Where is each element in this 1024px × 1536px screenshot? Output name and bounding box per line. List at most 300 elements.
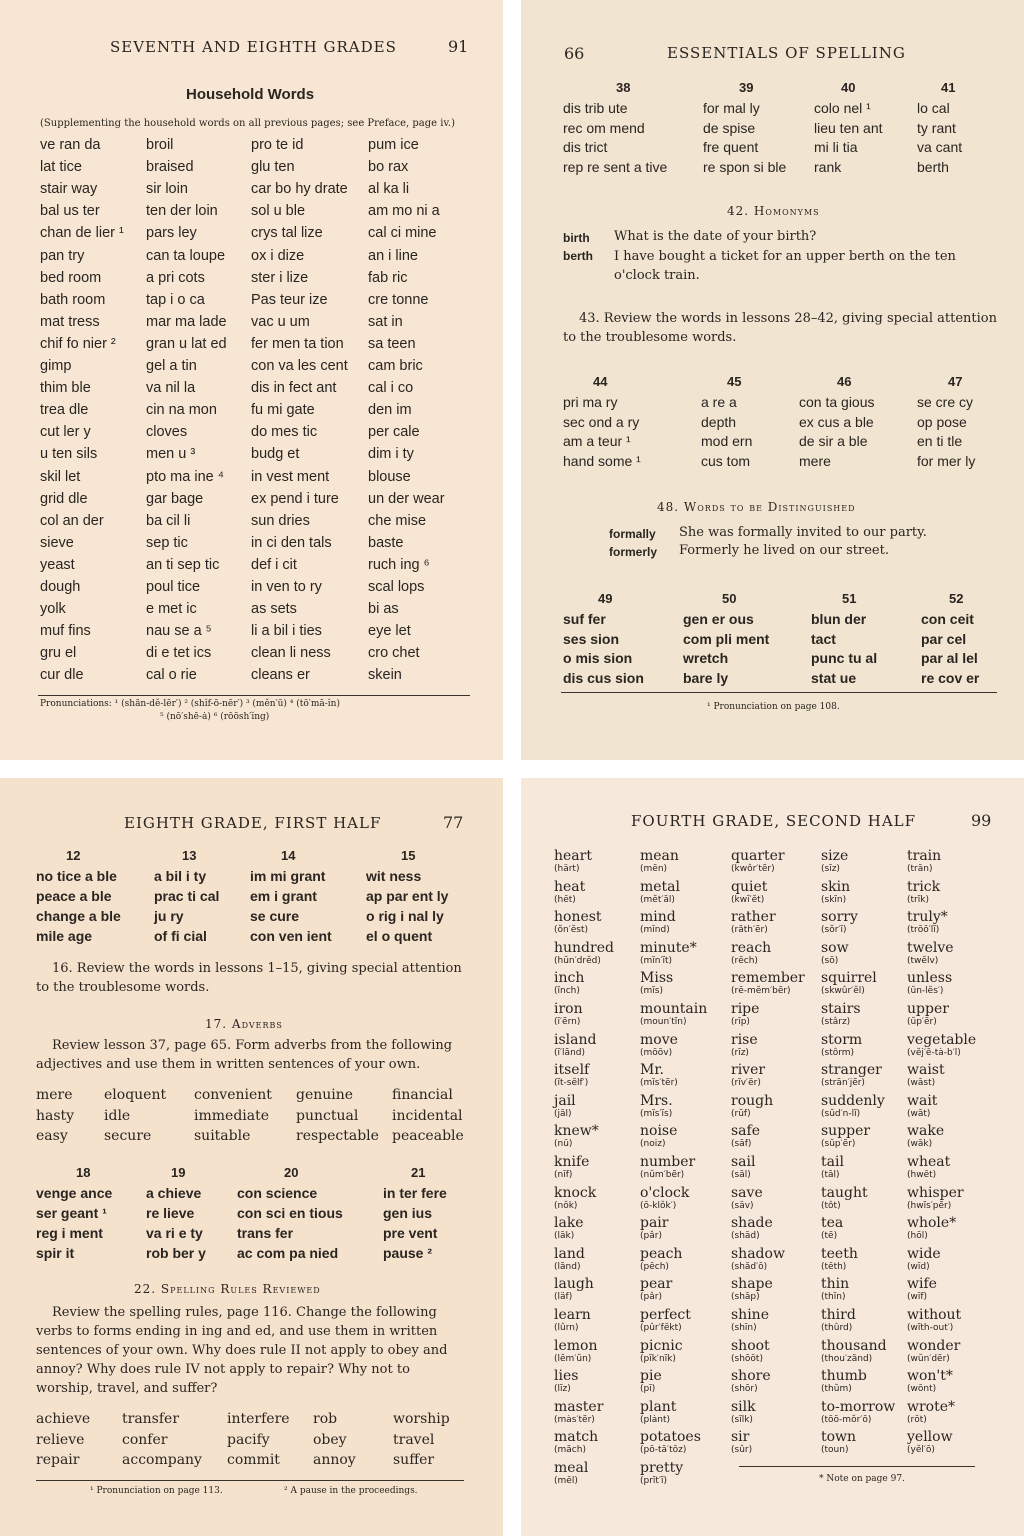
word-item: laugh <box>554 1276 594 1293</box>
word-item: train <box>907 848 942 864</box>
word-item: va ri e ty <box>146 1225 203 1241</box>
word-item: men u ³ <box>146 446 196 463</box>
pronunciation: (hwĭs′pẽr) <box>907 1200 952 1211</box>
word-item: pie <box>640 1368 662 1385</box>
word-item: shine <box>731 1307 769 1323</box>
word-item: in ven to ry <box>251 579 322 595</box>
word-item: remember <box>731 970 805 987</box>
word-item: li a bil i ties <box>251 623 322 640</box>
word-item: Miss <box>640 970 674 987</box>
word-item: upper <box>907 1001 949 1017</box>
word-item: ex pend i ture <box>251 490 339 507</box>
word-item: op pose <box>917 413 967 430</box>
word-item: wonder <box>907 1337 961 1354</box>
pronunciation: (shăd′ō) <box>731 1261 768 1272</box>
pronunciation: (hŭn′drĕd) <box>554 955 601 966</box>
word-item: rise <box>731 1031 758 1048</box>
word-item: taught <box>821 1184 868 1201</box>
word-item: rep re sent a tive <box>563 158 668 175</box>
word-item: rec om mend <box>563 119 645 136</box>
pronunciation: (shīn) <box>731 1323 757 1333</box>
word-item: wheat <box>907 1154 951 1170</box>
word-item: dis trict <box>563 139 608 155</box>
word-item: depth <box>701 413 737 430</box>
word-item: third <box>821 1307 856 1323</box>
page-91 <box>0 0 503 760</box>
word-item: pri ma ry <box>563 394 618 410</box>
pronunciation: (wāk) <box>907 1139 933 1150</box>
word-item: glu ten <box>251 159 295 176</box>
word-item: o'clock <box>640 1184 690 1201</box>
pronunciation: (mĕt′ăl) <box>640 894 675 905</box>
footnote-line: Pronunciations: ¹ (shăn-dĕ-lēr′) ² (shĭf-ō-nēr′) ³ (mĕn′ū) ⁴ (tō′mā-ĭn) <box>40 699 340 709</box>
pronunciation: (mēl) <box>554 1476 578 1486</box>
word-item: u ten sils <box>40 446 98 463</box>
word-item: chif fo nier ² <box>40 335 116 352</box>
word-item: com pli ment <box>683 630 770 647</box>
pronunciation: (pûr′fĕkt) <box>640 1323 682 1333</box>
pronunciation: (mīnd) <box>640 925 670 936</box>
word-item: sun dries <box>251 512 310 529</box>
word-item: storm <box>821 1031 863 1048</box>
word-item: confer <box>122 1431 168 1448</box>
pronunciation: (hēt) <box>554 894 576 905</box>
pronunciation: (mĭn′ĭt) <box>640 955 673 966</box>
word-item: wretch <box>683 650 729 666</box>
pronunciation: (thŭm) <box>821 1384 852 1395</box>
word-item: re lieve <box>146 1205 195 1221</box>
word-item: ripe <box>731 1001 760 1017</box>
footnote: * Note on page 97. <box>819 1474 905 1484</box>
page-number: 91 <box>448 37 469 56</box>
distinguished-word: formerly <box>609 545 658 559</box>
lesson-number: 20 <box>284 1165 299 1180</box>
page-66 <box>521 0 1024 760</box>
word-item: e met ic <box>146 601 197 618</box>
review-text: 43. Review the words in lessons 28–42, giving special attention to the troublesome words. <box>563 311 997 345</box>
word-item: re spon si ble <box>703 158 787 175</box>
word-item: re cov er <box>921 669 980 686</box>
word-item: colo nel ¹ <box>814 100 871 116</box>
pronunciation: (wŭn′dẽr) <box>907 1353 950 1364</box>
page-number: 99 <box>971 811 992 830</box>
word-item: se cure <box>250 908 300 924</box>
word-item: heat <box>554 878 586 895</box>
word-item: al ka li <box>368 181 410 198</box>
word-item: mi li tia <box>814 139 858 155</box>
pronunciation: (stârz) <box>821 1017 851 1027</box>
word-item: teeth <box>821 1245 858 1262</box>
pronunciation: (wīf) <box>907 1292 928 1303</box>
pronunciation: (ĭnch) <box>554 986 580 997</box>
word-item: va cant <box>917 139 963 155</box>
homonym-word: berth <box>563 249 593 263</box>
word-item: fab ric <box>368 269 408 286</box>
word-item: rank <box>814 158 842 175</box>
word-item: twelve <box>907 939 954 956</box>
word-item: suddenly <box>821 1092 885 1109</box>
word-item: sec ond a ry <box>563 413 640 430</box>
pronunciation: (sŭd′n-lĭ) <box>821 1108 861 1119</box>
word-item: crys tal lize <box>251 225 323 242</box>
word-item: bed room <box>40 269 102 286</box>
lesson-number: 19 <box>171 1165 186 1180</box>
word-item: cam bric <box>368 358 423 374</box>
word-item: dis in fect ant <box>251 380 337 397</box>
pronunciation: (rīz) <box>731 1047 749 1058</box>
word-item: muf fins <box>40 623 91 640</box>
page-header: EIGHTH GRADE, FIRST HALF <box>124 814 382 832</box>
word-item: skein <box>368 667 402 684</box>
word-item: bi as <box>368 601 399 618</box>
word-item: no tice a ble <box>36 868 117 884</box>
footnote: ² A pause in the proceedings. <box>284 1486 418 1496</box>
section-heading: 22. Spelling Rules Reviewed <box>134 1282 321 1296</box>
word-item: fer men ta tion <box>251 335 344 352</box>
word-item: eye let <box>368 623 411 640</box>
word-item: tap i o ca <box>146 291 205 308</box>
word-item: ox i dize <box>251 247 305 264</box>
lesson-number: 38 <box>616 80 631 95</box>
word-item: sow <box>821 939 849 956</box>
pronunciation: (rīp) <box>731 1017 750 1027</box>
pronunciation: (sāf) <box>731 1139 752 1150</box>
word-item: hand some ¹ <box>563 452 641 469</box>
pronunciation: (sĭlk) <box>731 1414 753 1425</box>
word-item: punctual <box>296 1107 359 1124</box>
word-item: sa teen <box>368 335 416 352</box>
word-item: se cre cy <box>917 394 974 410</box>
pronunciation: (shāp) <box>731 1292 760 1303</box>
word-item: squirrel <box>821 970 877 987</box>
word-item: ba cil li <box>146 512 191 529</box>
footnote: ¹ Pronunciation on page 108. <box>707 702 840 712</box>
word-item: match <box>554 1429 599 1446</box>
word-item: mod ern <box>701 433 753 449</box>
word-item: eloquent <box>104 1087 167 1103</box>
word-item: achieve <box>36 1411 91 1427</box>
word-item: tea <box>821 1215 844 1232</box>
word-item: stat ue <box>811 669 857 686</box>
word-item: sorry <box>821 909 858 926</box>
word-item: nau se a ⁵ <box>146 623 212 640</box>
word-item: cro chet <box>368 645 420 662</box>
lesson-number: 41 <box>941 80 956 95</box>
word-item: potatoes <box>640 1429 701 1446</box>
word-item: minute* <box>640 939 697 956</box>
word-item: safe <box>731 1123 760 1140</box>
word-item: an ti sep tic <box>146 556 220 573</box>
lesson-number: 13 <box>182 848 197 863</box>
word-item: lake <box>554 1215 584 1232</box>
lesson-number: 45 <box>727 374 742 389</box>
word-item: ty rant <box>917 119 956 136</box>
word-item: knock <box>554 1184 597 1201</box>
word-item: town <box>821 1429 857 1446</box>
pronunciation: (mĭs′ĭs) <box>640 1108 673 1119</box>
word-item: pan try <box>40 247 85 264</box>
word-item: chan de lier ¹ <box>40 225 124 242</box>
word-item: de sir a ble <box>799 433 868 449</box>
word-item: lat tice <box>40 159 82 176</box>
word-item: a pri cots <box>146 269 205 286</box>
word-item: a re a <box>701 394 737 410</box>
word-item: grid dle <box>40 490 88 507</box>
word-item: accompany <box>122 1452 202 1468</box>
pronunciation: (wāst) <box>907 1078 936 1089</box>
lesson-number: 44 <box>593 374 608 389</box>
word-item: mat tress <box>40 313 100 330</box>
word-item: secure <box>104 1128 152 1144</box>
word-item: stair way <box>40 181 98 198</box>
word-item: wait <box>907 1092 938 1109</box>
pronunciation: (skĭn) <box>821 894 847 905</box>
word-item: plant <box>640 1398 677 1415</box>
word-item: metal <box>640 878 681 895</box>
word-item: mere <box>799 452 831 469</box>
pronunciation: (tāl) <box>821 1170 840 1180</box>
word-item: trea dle <box>40 402 89 419</box>
adverbs-instructions: Review lesson 37, page 65. Form adverbs from the following adjectives and use them in written sentences of your own. <box>36 1038 453 1072</box>
word-item: pars ley <box>146 225 197 242</box>
word-item: obey <box>313 1431 347 1448</box>
word-item: quarter <box>731 848 785 864</box>
word-item: transfer <box>122 1411 180 1427</box>
pronunciation: (rēch) <box>731 955 758 966</box>
page-number: 77 <box>443 813 464 832</box>
word-item: convenient <box>194 1087 272 1103</box>
word-item: immediate <box>194 1107 270 1124</box>
footnote-rule <box>38 695 470 696</box>
word-item: save <box>731 1184 763 1201</box>
word-item: trick <box>907 878 941 895</box>
word-item: annoy <box>313 1452 356 1468</box>
word-item: itself <box>554 1062 590 1079</box>
word-item: in vest ment <box>251 468 330 485</box>
pronunciation: (mĭs′tẽr) <box>640 1078 678 1089</box>
word-item: of fi cial <box>154 928 207 944</box>
pronunciation: (pâr) <box>640 1292 662 1303</box>
word-item: blouse <box>368 468 411 485</box>
pronunciation: (mōōv) <box>640 1047 673 1058</box>
word-item: respectable <box>296 1128 379 1144</box>
word-item: island <box>554 1031 597 1048</box>
word-item: unless <box>907 970 953 987</box>
word-item: par al lel <box>921 650 978 666</box>
page-77 <box>0 778 503 1536</box>
pronunciation: (thĭn) <box>821 1292 846 1303</box>
word-item: pretty <box>640 1460 684 1476</box>
pronunciation: (lāk) <box>554 1231 575 1242</box>
word-item: silk <box>731 1398 756 1415</box>
word-item: im mi grant <box>250 868 326 884</box>
word-item: noise <box>640 1123 678 1140</box>
pronunciation: (shōr) <box>731 1384 758 1395</box>
word-item: punc tu al <box>811 650 878 666</box>
page-header: SEVENTH AND EIGHTH GRADES <box>110 38 397 56</box>
word-item: do mes tic <box>251 424 318 441</box>
word-item: col an der <box>40 512 104 529</box>
distinguished-word: formally <box>609 527 656 541</box>
word-item: master <box>554 1398 604 1415</box>
word-item: pum ice <box>368 137 419 153</box>
pronunciation: (vĕj′ē-tȧ-b′l) <box>907 1047 961 1058</box>
word-item: iron <box>554 1001 583 1017</box>
word-item: bare ly <box>683 669 729 686</box>
lesson-number: 21 <box>411 1165 426 1180</box>
pronunciation: (pēch) <box>640 1261 669 1272</box>
pronunciation: (hōl) <box>907 1231 928 1242</box>
word-item: con sci en tious <box>237 1205 343 1221</box>
word-item: mile age <box>36 928 93 944</box>
word-item: bath room <box>40 291 106 308</box>
word-item: interfere <box>227 1411 290 1427</box>
distinguished-sentence: She was formally invited to our party. <box>679 525 927 540</box>
word-item: cin na mon <box>146 402 217 419</box>
word-item: pro te id <box>251 137 304 153</box>
pronunciation: (pī) <box>640 1384 656 1395</box>
pronunciation: (thou′zănd) <box>821 1353 873 1364</box>
word-item: in ci den tals <box>251 534 332 551</box>
word-item: clean li ness <box>251 645 331 662</box>
word-item: for mal ly <box>703 100 760 116</box>
word-item: in ter fere <box>383 1185 447 1201</box>
word-item: skil let <box>40 468 81 485</box>
word-item: con ceit <box>921 611 974 627</box>
word-item: hasty <box>36 1107 75 1124</box>
word-item: idle <box>104 1107 131 1124</box>
word-item: peach <box>640 1245 683 1262</box>
word-item: spir it <box>36 1245 75 1261</box>
word-item: skin <box>821 878 851 895</box>
word-item: ruch ing ⁶ <box>368 556 430 573</box>
page-99 <box>521 778 1024 1536</box>
lesson-number: 47 <box>948 374 963 389</box>
word-item: thin <box>821 1276 850 1293</box>
word-item: fre quent <box>703 139 759 155</box>
page-header: FOURTH GRADE, SECOND HALF <box>631 812 917 830</box>
pronunciation: (wĭth-out′) <box>907 1323 954 1333</box>
word-item: incidental <box>392 1107 463 1124</box>
pronunciation: (wīd) <box>907 1261 930 1272</box>
pronunciation: (nū) <box>554 1139 573 1150</box>
word-item: yellow <box>907 1429 953 1446</box>
lesson-number: 49 <box>598 591 613 606</box>
pronunciation: (shād) <box>731 1231 760 1242</box>
pronunciation: (kwôr′tẽr) <box>731 864 775 874</box>
word-item: budg et <box>251 446 300 463</box>
word-item: thousand <box>821 1337 887 1354</box>
word-item: di e tet ics <box>146 645 212 662</box>
word-item: gimp <box>40 358 72 374</box>
word-item: shore <box>731 1368 771 1385</box>
word-item: par cel <box>921 630 967 647</box>
lesson-number: 39 <box>739 80 754 95</box>
pronunciation: (sō) <box>821 955 839 966</box>
pronunciation: (jāl) <box>554 1108 572 1119</box>
word-item: sol u ble <box>251 203 306 220</box>
word-item: peace a ble <box>36 888 112 904</box>
word-item: size <box>821 848 849 864</box>
word-item: def i cit <box>251 556 297 573</box>
pronunciation: (sŭp′ẽr) <box>821 1139 856 1150</box>
pronunciation: (ŭp′ẽr) <box>907 1017 937 1027</box>
word-item: cut ler y <box>40 424 91 441</box>
word-item: mountain <box>640 1001 708 1017</box>
word-item: land <box>554 1245 585 1262</box>
word-item: dis cus sion <box>563 669 644 686</box>
word-item: wit ness <box>366 868 422 884</box>
word-item: a chieve <box>146 1185 202 1201</box>
word-item: peaceable <box>392 1128 464 1144</box>
word-item: suitable <box>194 1128 251 1144</box>
word-item: sir loin <box>146 181 188 198</box>
word-item: number <box>640 1154 696 1170</box>
word-item: knife <box>554 1154 590 1170</box>
word-item: de spise <box>703 119 756 136</box>
word-item: fu mi gate <box>251 402 315 419</box>
pronunciation: (härt) <box>554 864 580 874</box>
page-header: ESSENTIALS OF SPELLING <box>667 44 906 62</box>
word-item: shoot <box>731 1337 770 1354</box>
word-item: relieve <box>36 1431 85 1448</box>
section-title: Household Words <box>186 86 315 103</box>
word-item: vac u um <box>251 313 310 330</box>
word-item: wrote* <box>907 1398 956 1415</box>
word-item: ster i lize <box>251 269 309 286</box>
word-item: wide <box>907 1245 941 1262</box>
word-item: ac com pa nied <box>237 1245 339 1261</box>
word-item: car bo hy drate <box>251 181 348 198</box>
word-item: cleans er <box>251 667 310 684</box>
word-item: ex cus a ble <box>799 413 874 430</box>
pronunciation: (rōt) <box>907 1414 927 1425</box>
word-item: broil <box>146 137 174 153</box>
word-item: move <box>640 1031 678 1048</box>
pronunciation: (nīf) <box>554 1170 573 1180</box>
pronunciation: (ŏn′ĕst) <box>554 925 589 936</box>
pronunciation: (ī′lănd) <box>554 1047 585 1058</box>
pronunciation: (prĭt′ĭ) <box>640 1476 668 1486</box>
pronunciation: (rŭf) <box>731 1108 751 1119</box>
lesson-number: 12 <box>66 848 81 863</box>
word-item: yeast <box>40 556 75 573</box>
word-item: ju ry <box>154 908 184 924</box>
pronunciation: (wōnt) <box>907 1384 937 1395</box>
word-item: pto ma ine ⁴ <box>146 468 224 485</box>
word-item: cur dle <box>40 667 84 684</box>
word-item: en ti tle <box>917 433 963 449</box>
pronunciation: (nŏk) <box>554 1200 578 1211</box>
word-item: knew* <box>554 1123 599 1140</box>
homonym-sentence: I have bought a ticket for an upper berth on the ten o'clock train. <box>614 249 956 283</box>
word-item: bal us ter <box>40 203 100 220</box>
pronunciation: (sāl) <box>731 1170 751 1180</box>
pronunciation: (trĭk) <box>907 894 929 905</box>
section-subtitle: (Supplementing the household words on all previous pages; see Preface, page iv.) <box>40 118 455 129</box>
pronunciation: (noiz) <box>640 1139 666 1150</box>
word-item: lemon <box>554 1337 598 1354</box>
word-item: mere <box>36 1087 73 1103</box>
word-item: change a ble <box>36 908 121 924</box>
word-item: scal lops <box>368 579 425 595</box>
footnote-line: ⁵ (nō′shē-ȧ) ⁶ (rōōsh′ĭng) <box>160 712 270 722</box>
word-item: venge ance <box>36 1185 113 1201</box>
word-item: gen er ous <box>683 611 754 627</box>
word-item: rob <box>313 1411 338 1427</box>
word-item: braised <box>146 159 194 176</box>
pronunciation: (shōōt) <box>731 1353 763 1364</box>
